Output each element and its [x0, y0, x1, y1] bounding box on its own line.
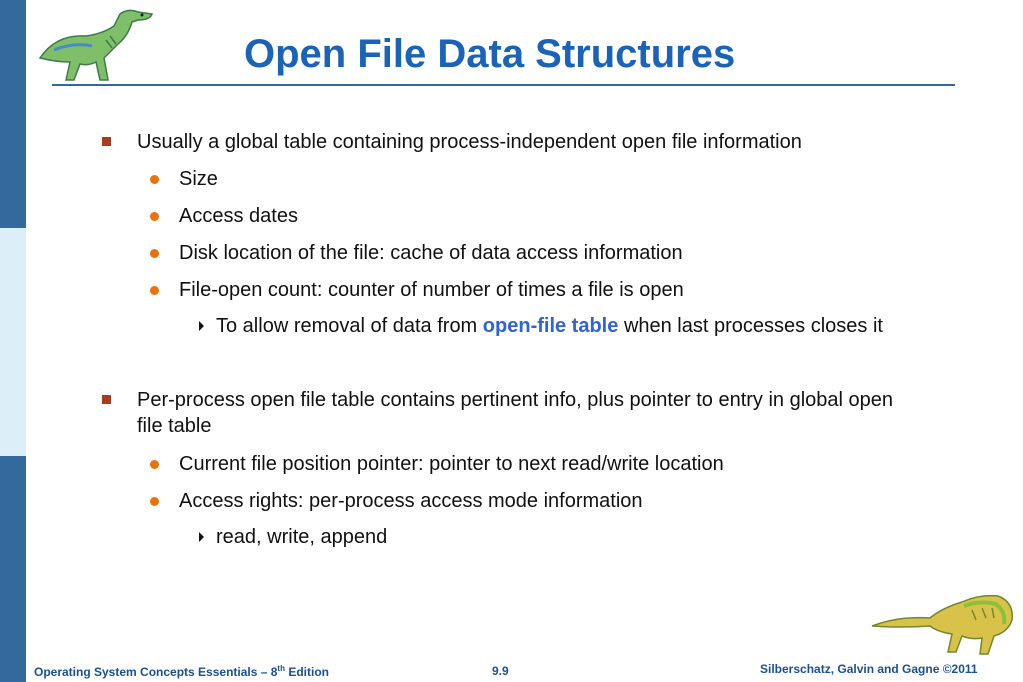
bullet-per-process-line2: file table: [137, 415, 212, 437]
footer-book-title: [34, 664, 329, 679]
open-file-table-highlight: open-file table: [482, 315, 619, 337]
dot-bullet-icon: [150, 249, 159, 258]
bullet-removal: [216, 313, 883, 339]
arrow-bullet-icon: [199, 532, 204, 542]
bullet-per-process-line1: Per-process open file table contains pertinent info, plus pointer to entry in global open: [137, 389, 894, 411]
dot-bullet-icon: [150, 286, 159, 295]
footer-book-title-end: Edition: [284, 665, 329, 679]
bullet-open-count: File-open count: counter of number of times a file is open: [179, 279, 684, 301]
bullet-size: Size: [179, 168, 218, 190]
bullet-access-dates: Access dates: [179, 205, 298, 227]
square-bullet-icon: [102, 395, 111, 404]
bullet-global-table: Usually a global table containing process-independent open file information: [137, 131, 802, 153]
removal-text-start: To allow removal of data from: [216, 315, 478, 337]
dinosaur-footer-icon: [868, 586, 1016, 658]
removal-text-end: when last processes closes it: [623, 315, 883, 337]
footer-copyright: Silberschatz, Galvin and Gagne ©2011: [760, 662, 978, 676]
dot-bullet-icon: [150, 460, 159, 469]
bullet-disk-location: Disk location of the file: cache of data access information: [179, 242, 683, 264]
dot-bullet-icon: [150, 497, 159, 506]
dot-bullet-icon: [150, 175, 159, 184]
arrow-bullet-icon: [199, 321, 204, 331]
footer-page-number: 9.9: [492, 664, 509, 678]
dot-bullet-icon: [150, 212, 159, 221]
footer-edition-suffix: th: [277, 664, 285, 673]
slide-title: Open File Data Structures: [244, 32, 736, 76]
square-bullet-icon: [102, 137, 111, 146]
footer-book-title-start: Operating System Concepts Essentials – 8: [34, 665, 278, 679]
bullet-read-write-append: read, write, append: [216, 526, 388, 548]
bullet-position-pointer: Current file position pointer: pointer to next read/write location: [179, 453, 724, 475]
bullet-access-rights: Access rights: per-process access mode information: [179, 490, 643, 512]
